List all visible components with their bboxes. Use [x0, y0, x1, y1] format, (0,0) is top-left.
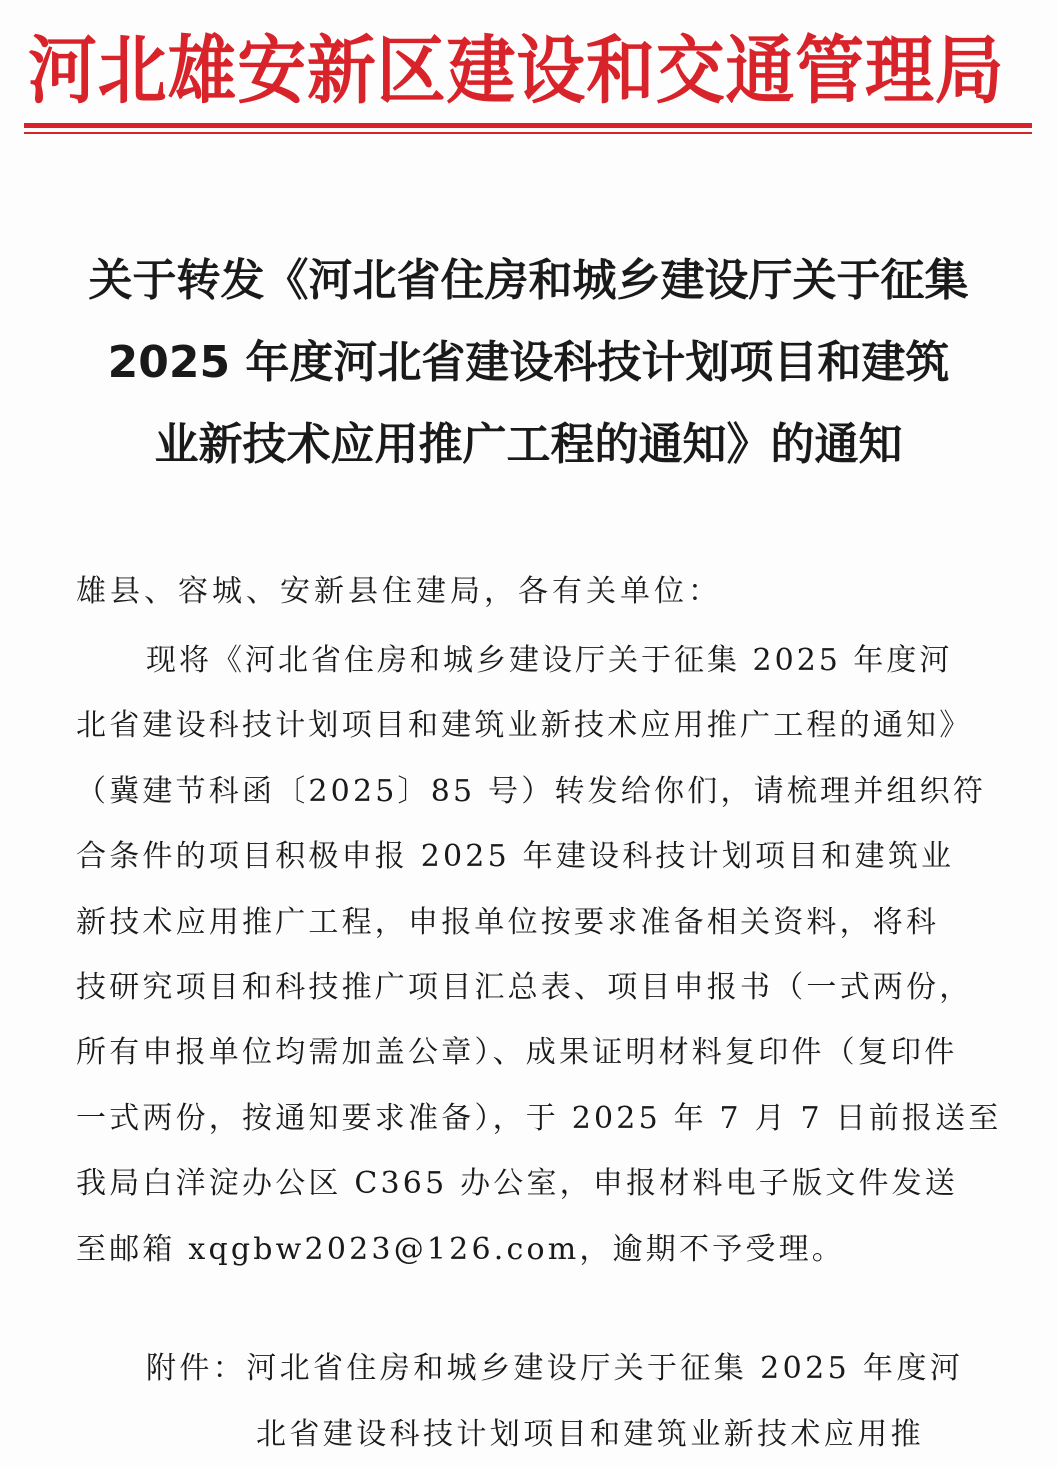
body-line: 新技术应用推广工程，申报单位按要求准备相关资料，将科 [76, 904, 940, 940]
masthead-rule-thick [24, 123, 1032, 128]
document-title [40, 240, 1017, 486]
body-line: （冀建节科函〔2025〕85 号）转发给你们，请梳理并组织符 [76, 773, 987, 809]
attachment-line: 附件：河北省住房和城乡建设厅关于征集 2025 年度河 [146, 1351, 964, 1386]
title-line: 2025 年度河北省建设科技计划项目和建筑 [107, 337, 950, 388]
body-line: 合条件的项目积极申报 2025 年建设科技计划项目和建筑业 [76, 839, 955, 875]
body-line: 技研究项目和科技推广项目汇总表、项目申报书（一式两份， [76, 970, 973, 1006]
body-line: 北省建设科技计划项目和建筑业新技术应用推广工程的通知》 [76, 708, 973, 744]
body-line: 我局白洋淀办公区 C365 办公室，申报材料电子版文件发送 [76, 1166, 959, 1202]
attachment-line: 北省建设科技计划项目和建筑业新技术应用推 [256, 1417, 924, 1452]
attachment-note [76, 1336, 1016, 1468]
masthead-rule-thin [24, 132, 1032, 134]
body-paragraph [76, 628, 1016, 1282]
body-line: 一式两份，按通知要求准备），于 2025 年 7 月 7 日前报送至 [76, 1100, 1002, 1136]
title-line: 关于转发《河北省住房和城乡建设厅关于征集 [88, 255, 969, 306]
masthead-org-name: 河北雄安新区建设和交通管理局 [28, 28, 1005, 114]
body-line: 至邮箱 xqgbw2023@126.com，逾期不予受理。 [76, 1231, 846, 1267]
body-line: 所有申报单位均需加盖公章）、成果证明材料复印件（复印件 [76, 1035, 958, 1071]
body-line: 现将《河北省住房和城乡建设厅关于征集 2025 年度河 [146, 643, 953, 678]
title-line: 业新技术应用推广工程的通知》的通知 [154, 419, 903, 470]
salutation: 雄县、容城、安新县住建局，各有关单位： [76, 574, 722, 609]
